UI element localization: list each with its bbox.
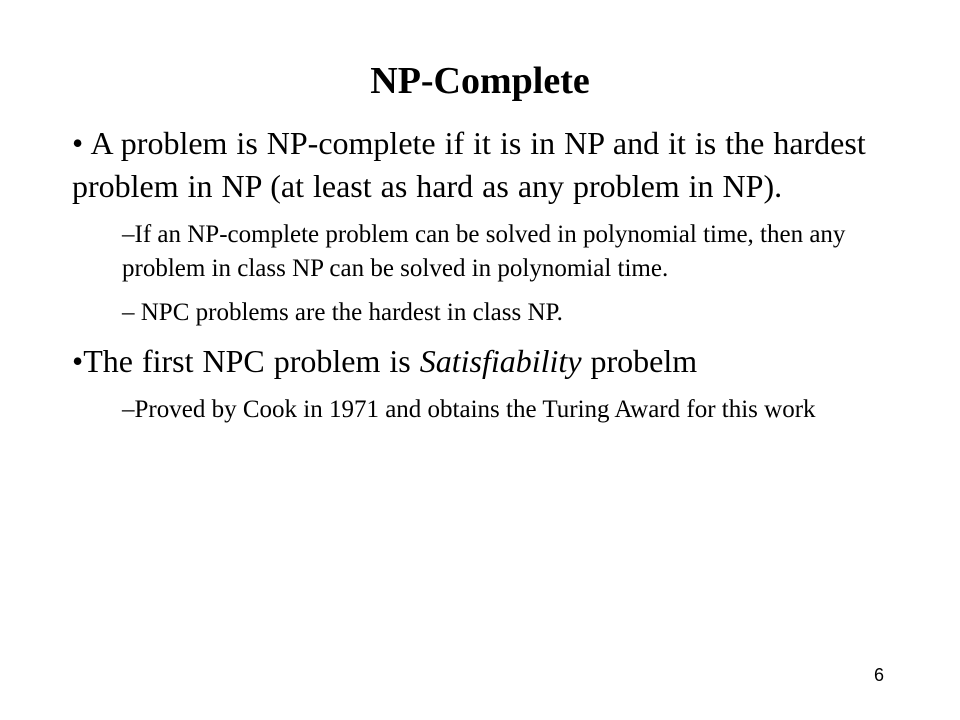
slide-title: NP-Complete: [370, 60, 590, 102]
page-number: 6: [873, 665, 884, 685]
sub-bullet-cook-1971: –Proved by Cook in 1971 and obtains the Turing Award for this work: [122, 396, 816, 423]
bullet-first-npc-suffix: probelm: [581, 343, 698, 379]
slide-body: [72, 122, 892, 427]
sub-bullet-list: [122, 218, 892, 330]
sub-bullet-list-2: [122, 393, 892, 427]
bullet-np-complete-definition: • A problem is NP-complete if it is in NP and it is the hardest problem in NP (at least as hard as any problem in NP).: [72, 125, 866, 204]
sub-bullet-hardest-in-np: – NPC problems are the hardest in class NP.: [122, 299, 563, 326]
bullet-first-npc-emphasis: Satisfiability: [419, 343, 582, 379]
bullet-first-npc-problem: [72, 340, 892, 383]
sub-bullet-polynomial-time: –If an NP-complete problem can be solved in polynomial time, then any problem in class NP can be solved in polynomial time.: [122, 221, 846, 282]
bullet-first-npc-prefix: •The first NPC problem is: [72, 343, 420, 379]
